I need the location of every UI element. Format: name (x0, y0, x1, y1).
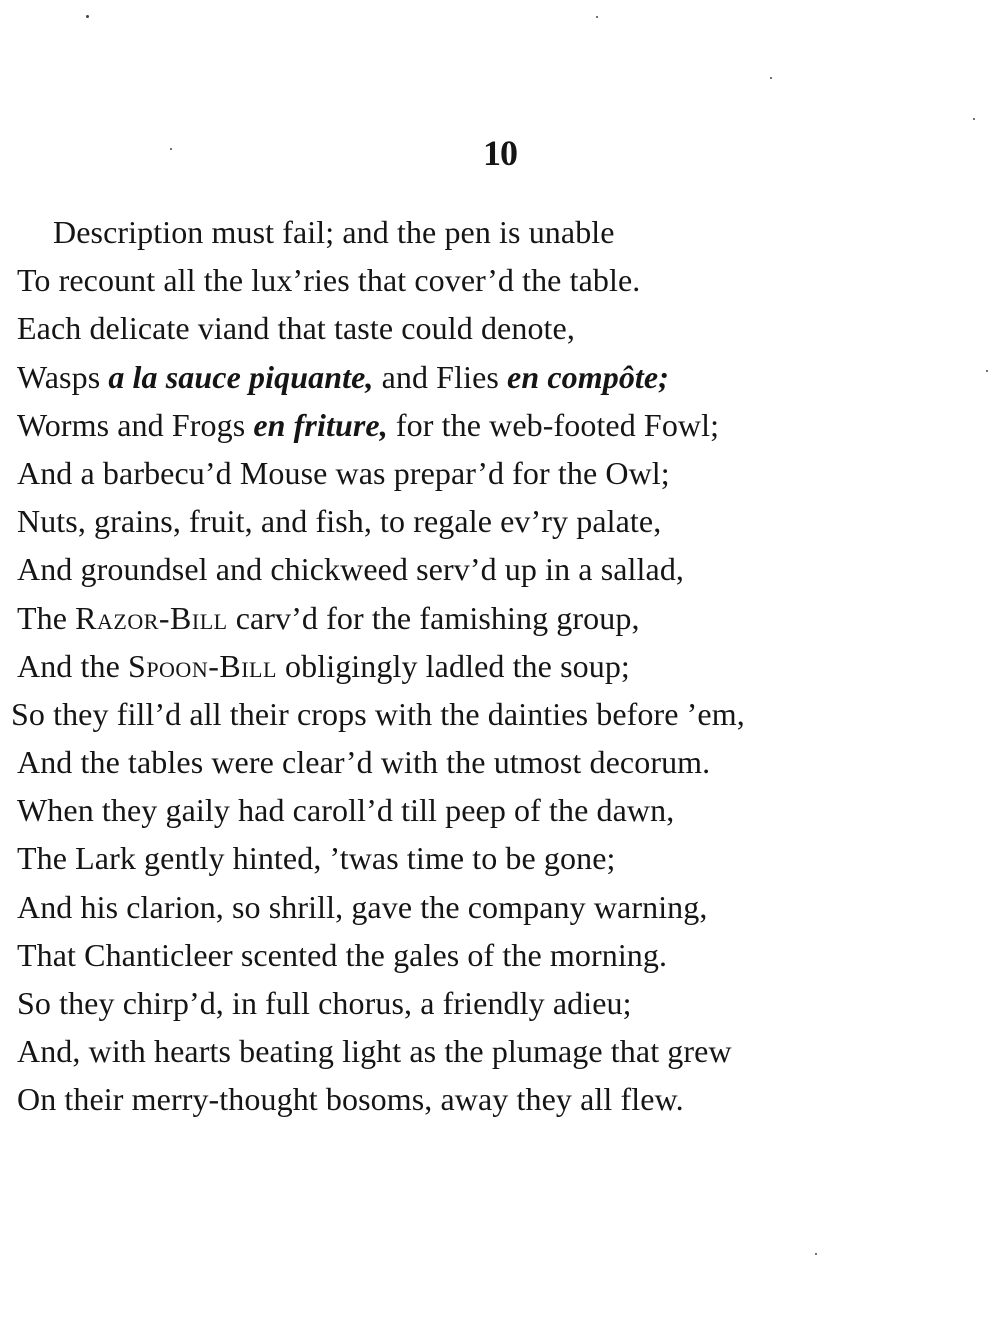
poem-line (17, 401, 977, 449)
poem-line: And the tables were clear’d with the utmost decorum. (17, 744, 711, 781)
poem-line: On their merry-thought bosoms, away they all flew. (17, 1081, 684, 1118)
line-text: The (17, 599, 76, 636)
page-number: 10 (483, 133, 517, 173)
print-speck (973, 118, 975, 120)
poem-line: Description must fail; and the pen is unable (53, 214, 615, 250)
line-text: and Flies (373, 358, 508, 395)
print-speck (86, 15, 89, 18)
print-speck (770, 77, 772, 79)
italic-phrase: en friture, (253, 406, 388, 443)
poem-line: Nuts, grains, fruit, and fish, to regale ev’ry palate, (17, 503, 662, 540)
poem-line: To recount all the lux’ries that cover’d the table. (17, 262, 641, 299)
poem-line (17, 642, 977, 690)
small-caps-name: Spoon-Bill (128, 647, 277, 684)
poem-line: And groundsel and chickweed serv’d up in a sallad, (17, 551, 685, 588)
line-text: And the (17, 647, 129, 684)
italic-phrase: en compôte; (507, 358, 669, 395)
poem-line (17, 594, 977, 642)
print-speck (596, 16, 598, 18)
poem-line: And a barbecu’d Mouse was prepar’d for the Owl; (17, 454, 670, 491)
print-speck (986, 370, 988, 372)
poem-line: So they fill’d all their crops with the dainties before ’em, (11, 695, 745, 732)
poem-line: And, with hearts beating light as the plumage that grew (17, 1033, 732, 1070)
poem-line: So they chirp’d, in full chorus, a friendly adieu; (17, 985, 632, 1021)
line-text: Worms and Frogs (17, 406, 254, 443)
poem-line: And his clarion, so shrill, gave the company warning, (17, 888, 708, 925)
poem-body (11, 208, 977, 1124)
print-speck (170, 148, 172, 150)
line-text: for the web-footed Fowl; (387, 406, 720, 443)
line-text: carv’d for the famishing group, (227, 599, 640, 636)
poem-line: The Lark gently hinted, ’twas time to be gone; (17, 840, 616, 877)
small-caps-name: Razor-Bill (75, 599, 228, 636)
poem-line: Each delicate viand that taste could denote, (17, 310, 575, 347)
poem-line (17, 353, 977, 401)
italic-phrase: a la sauce piquante, (108, 358, 374, 395)
line-text: obligingly ladled the soup; (276, 647, 630, 684)
poem-line: When they gaily had caroll’d till peep of the dawn, (17, 792, 675, 829)
print-speck (815, 1253, 817, 1255)
line-text: Wasps (17, 358, 109, 395)
poem-line: That Chanticleer scented the gales of the morning. (17, 936, 668, 973)
